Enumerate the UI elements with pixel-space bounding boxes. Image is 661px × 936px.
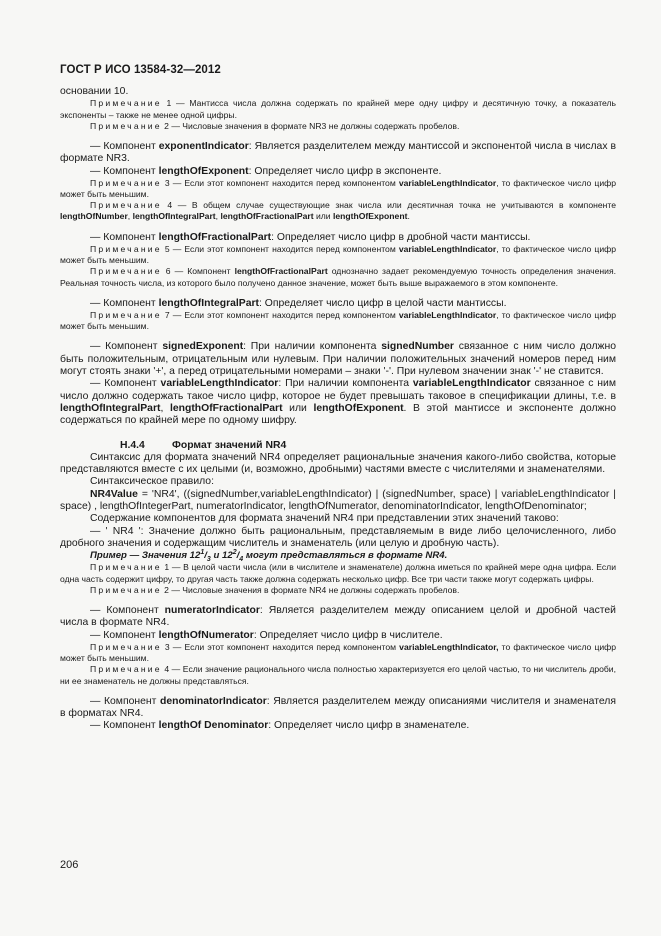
note-text: — Числовые значения в формате NR3 не должны содержать пробелов.: [171, 120, 460, 131]
text: /: [236, 550, 240, 562]
term: variableLengthIndicator: [160, 378, 279, 390]
term: lengthOfFractionalPart: [220, 211, 314, 222]
paragraph: основании 10.: [60, 86, 129, 97]
text: — Компонент: [90, 695, 160, 707]
term: signedNumber: [381, 341, 454, 353]
example: [60, 550, 616, 562]
section-number: H.4.4: [120, 439, 145, 451]
page-number: 206: [60, 859, 79, 871]
text: — Если этот компонент находится перед компонентом: [172, 641, 400, 652]
term: denominatorIndicator: [159, 695, 267, 707]
note: [60, 664, 616, 686]
term: lengthOfNumerator: [158, 629, 254, 641]
note-label: Примечание: [90, 120, 162, 131]
text: — Компонент: [90, 341, 163, 353]
section-title: Формат значений NR4: [172, 439, 287, 451]
term: lengthOfExponent: [158, 165, 249, 177]
term: variableLengthIndicator: [398, 243, 497, 254]
term: variableLengthIndicator: [398, 177, 497, 188]
term: lengthOfExponent: [313, 402, 404, 414]
text: : При наличии компонента: [278, 378, 413, 390]
page-body: [60, 86, 616, 733]
note: [60, 98, 616, 120]
text: : Определяет число цифр в числителе.: [253, 629, 443, 641]
component-paragraph: [60, 298, 616, 310]
text: — В общем случае существующие знак числа или десятичная точка не учитываются в компоненте: [177, 200, 616, 211]
text: , то фактическое число цифр может быть меньшим.: [60, 310, 616, 332]
note-label: Примечание: [90, 177, 162, 188]
note-label: Примечание: [90, 584, 162, 595]
text: , то фактическое число цифр может быть меньшим.: [60, 177, 616, 199]
text: однозначно задает рекомендуемую точность определения значения. Реальная точность числа, из которого было получено данное значение, может быть выше выражаемого в этом компоненте.: [60, 266, 617, 288]
text: связанное с ним число должно быть положительным, отрицательным или нулевым. При наличии положительных значений номеров перед ним могут стоять знаки '+', а перед отрицательными номерами – знаки '-'. При нулевом значении знак '-' не ставится.: [60, 341, 617, 378]
text: : Определяет число цифр в знаменателе.: [268, 720, 470, 732]
syntax-rule: [60, 489, 616, 514]
term: variableLengthIndicator,: [399, 641, 499, 652]
text: — Компонент: [90, 629, 159, 641]
note-number: 4: [164, 664, 170, 675]
note-label: Примечание: [90, 200, 162, 211]
term: lengthOfIntegralPart: [158, 297, 260, 309]
text: или: [313, 211, 333, 222]
note-text: — Если значение рационального числа полностью характеризуется его целой частью, то ни числитель дроби, ни ее знаменатель не должны представляться.: [60, 664, 616, 686]
text: . В этой мантиссе и экспоненте должно содержаться по крайней мере по одному шифру.: [60, 402, 616, 427]
note: [60, 244, 616, 266]
note-number: 7: [164, 310, 170, 321]
note-number: 2: [164, 584, 169, 595]
text: — Если этот компонент находится перед компонентом: [172, 310, 399, 321]
section-heading: [60, 440, 616, 452]
text: ,: [160, 402, 170, 414]
text: — Если этот компонент находится перед компонентом: [172, 243, 399, 254]
paragraph: Содержание компонентов для формата значений NR4 при представлении этих значений таково:: [90, 513, 559, 525]
component-paragraph: [60, 630, 616, 642]
term: lengthOfFractionalPart: [234, 266, 328, 277]
note-label: Примечание: [90, 562, 162, 573]
text: — Компонент: [90, 140, 159, 152]
text: ,: [127, 211, 133, 222]
text: то фактическое число цифр может быть меньшим.: [60, 641, 617, 664]
paragraph: — ' NR4 ': Значение должно быть рациональным, представляемым в виде либо целочисленного, либо дробного значения и содержащим числитель и знаменатель (или целую и дробную часть).: [60, 525, 616, 549]
note: [60, 310, 616, 332]
note-label: Примечание: [90, 266, 162, 277]
note-label: Примечание: [90, 664, 162, 675]
note: [60, 562, 616, 584]
note-number: 5: [164, 243, 170, 254]
note-text: — В целой части числа (или в числителе и знаменателе) должна иметься по крайней мере одна цифра. Если одна часть содержит цифру, то другая часть также должна содержать несколько цифр. Все три части также могут содержать цифры.: [60, 562, 616, 584]
term: numeratorIndicator: [164, 605, 260, 617]
note-label: Примечание: [90, 98, 162, 109]
text: — Компонент: [90, 231, 159, 243]
text: : Является разделителем между мантиссой и экспонентой числа в числах в формате NR3.: [60, 140, 617, 165]
text: — Компонент: [174, 266, 235, 277]
text: : Является разделителем между описаниями числителя и знаменателя в форматах NR4.: [60, 695, 616, 720]
text: : Определяет число цифр в дробной части мантиссы.: [271, 231, 531, 243]
text: : Определяет число цифр в экспоненте.: [248, 165, 442, 177]
note: [60, 200, 616, 222]
component-paragraph: [60, 720, 616, 732]
note-number: 3: [164, 177, 170, 188]
term: lengthOfIntegralPart: [132, 211, 216, 222]
note: [60, 266, 616, 288]
document-header: ГОСТ Р ИСО 13584-32—2012: [60, 64, 221, 76]
note-number: 2: [164, 120, 169, 131]
component-paragraph: [60, 232, 616, 244]
text: и 12: [210, 550, 233, 562]
text: 1: [200, 548, 205, 556]
term: lengthOfExponent: [332, 211, 408, 222]
text: или: [282, 402, 314, 414]
text: 3: [206, 556, 211, 564]
note-number: 1: [166, 98, 172, 109]
rule-text: = 'NR4', ((signedNumber,variableLengthIndicator) | (signedNumber, space) | variableLengthIndicator | space) , lengthOfIntegerPart, numeratorIndicator, lengthOfNumerator, denominatorIndicator, lengthOfDenominator;: [60, 488, 616, 512]
component-paragraph: [60, 696, 616, 721]
text: .: [407, 211, 410, 222]
text: — Компонент: [90, 720, 159, 732]
term: signedExponent: [162, 341, 244, 353]
text: — Компонент: [90, 297, 159, 309]
rule-term: NR4Value: [90, 488, 138, 500]
text: : Определяет число цифр в целой части мантиссы.: [259, 297, 507, 309]
component-paragraph: [60, 341, 616, 378]
text: ,: [215, 211, 221, 222]
component-paragraph: [60, 166, 616, 178]
text: : Является разделителем между описанием целой и дробной частей числа в формате NR4.: [60, 605, 616, 629]
text: Пример — Значения 12: [90, 550, 201, 562]
note: [60, 585, 616, 596]
component-paragraph: [60, 605, 616, 630]
term: variableLengthIndicator: [412, 378, 531, 390]
text: , то фактическое число цифр может быть меньшим.: [60, 243, 616, 266]
text: — Если этот компонент находится перед компонентом: [172, 177, 399, 188]
note-number: 4: [167, 200, 173, 211]
text: 4: [239, 556, 244, 564]
note-label: Примечание: [90, 641, 162, 652]
term: lengthOfFractionalPart: [158, 231, 272, 243]
note: [60, 642, 616, 664]
note-text: — Числовые значения в формате NR4 не должны содержать пробелов.: [171, 584, 460, 595]
note: [60, 178, 616, 200]
text: /: [204, 550, 207, 562]
text: могут представляться в формате NR4.: [243, 550, 448, 562]
note: [60, 121, 616, 132]
term: lengthOfNumber: [60, 211, 128, 222]
term: lengthOfFractionalPart: [169, 402, 283, 414]
term: variableLengthIndicator: [398, 310, 497, 321]
text: — Компонент: [90, 378, 161, 390]
component-paragraph: [60, 378, 616, 427]
term: lengthOf Denominator: [158, 720, 269, 732]
note-number: 6: [165, 266, 171, 277]
text: 2: [232, 548, 237, 556]
text: — Компонент: [90, 605, 165, 617]
note-number: 3: [164, 641, 170, 652]
component-paragraph: [60, 141, 616, 166]
paragraph: Синтаксическое правило:: [90, 476, 214, 488]
note-label: Примечание: [90, 310, 162, 321]
note-label: Примечание: [90, 243, 162, 254]
note-number: 1: [164, 562, 170, 573]
note-text: — Мантисса числа должна содержать по крайней мере одну цифру и десятичную точку, а показатель экспоненты – также не менее одной цифры.: [60, 98, 617, 120]
text: : При наличии компонента: [243, 341, 382, 353]
term: lengthOfIntegralPart: [60, 402, 161, 414]
paragraph: Синтаксис для формата значений NR4 определяет рациональные значения какого-либо свойства, которые представляются вместе с их целыми (и, возможно, дробными) частями вместе с числителями и знаменателями.: [60, 451, 616, 476]
text: связанное с ним число должно содержать такое число цифр, которое не будет превышать таковое в спецификации длины, т.е. в: [60, 378, 616, 402]
text: — Компонент: [90, 165, 159, 177]
term: exponentIndicator: [158, 140, 249, 152]
